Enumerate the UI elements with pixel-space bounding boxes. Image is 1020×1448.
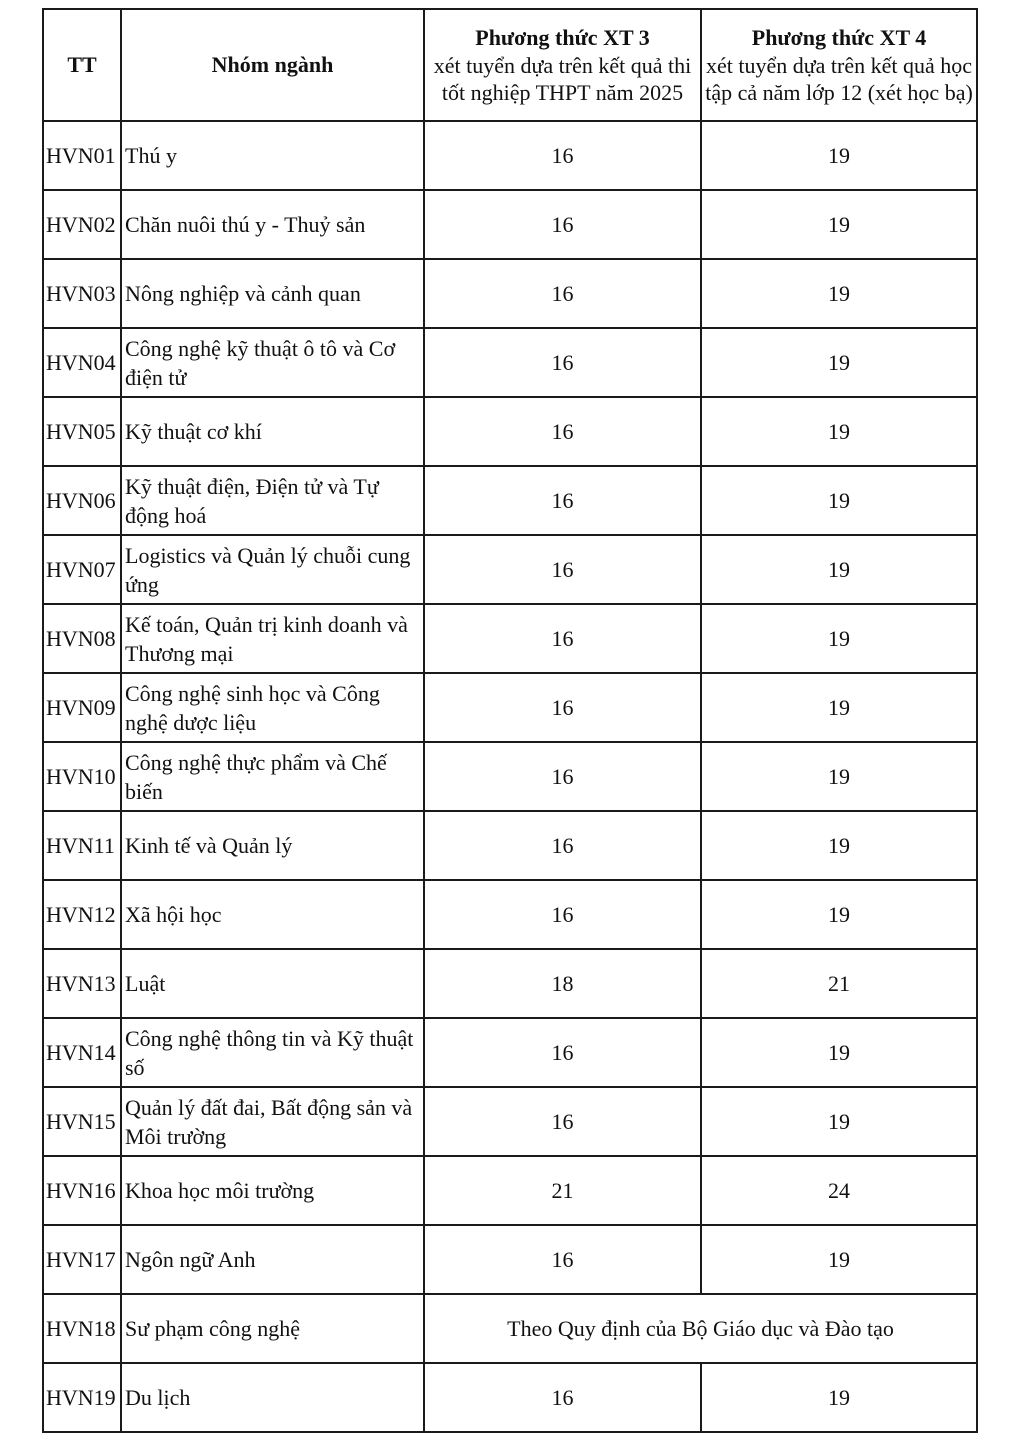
table-row xyxy=(43,397,977,466)
row-group-name: Quản lý đất đai, Bất động sản và Môi trường xyxy=(121,1087,424,1156)
row-code: HVN06 xyxy=(43,466,121,535)
row-group-name: Công nghệ thực phẩm và Chế biến xyxy=(121,742,424,811)
row-group-name: Kinh tế và Quản lý xyxy=(121,811,424,880)
row-score-xt3: 16 xyxy=(424,1087,701,1156)
row-code: HVN19 xyxy=(43,1363,121,1432)
row-score-xt3: 16 xyxy=(424,673,701,742)
row-score-xt4: 19 xyxy=(701,466,977,535)
header-group: Nhóm ngành xyxy=(121,9,424,121)
row-score-xt3: 16 xyxy=(424,328,701,397)
header-method-4 xyxy=(701,9,977,121)
row-group-name: Sư phạm công nghệ xyxy=(121,1294,424,1363)
row-group-name: Chăn nuôi thú y - Thuỷ sản xyxy=(121,190,424,259)
row-group-name: Công nghệ thông tin và Kỹ thuật số xyxy=(121,1018,424,1087)
row-score-xt3: 16 xyxy=(424,121,701,190)
row-group-name: Kỹ thuật cơ khí xyxy=(121,397,424,466)
row-code: HVN18 xyxy=(43,1294,121,1363)
table-row xyxy=(43,742,977,811)
table-row xyxy=(43,811,977,880)
method-3-title: Phương thức XT 3 xyxy=(475,25,650,50)
row-group-name: Công nghệ kỹ thuật ô tô và Cơ điện tử xyxy=(121,328,424,397)
row-group-name: Luật xyxy=(121,949,424,1018)
row-score-xt4: 19 xyxy=(701,1225,977,1294)
table-body xyxy=(43,121,977,1432)
table-row xyxy=(43,949,977,1018)
row-code: HVN02 xyxy=(43,190,121,259)
row-score-xt3: 16 xyxy=(424,1363,701,1432)
row-code: HVN03 xyxy=(43,259,121,328)
table-row xyxy=(43,1294,977,1363)
table-row xyxy=(43,328,977,397)
row-code: HVN13 xyxy=(43,949,121,1018)
row-merged-note: Theo Quy định của Bộ Giáo dục và Đào tạo xyxy=(424,1294,977,1363)
row-score-xt4: 19 xyxy=(701,1018,977,1087)
row-group-name: Logistics và Quản lý chuỗi cung ứng xyxy=(121,535,424,604)
row-group-name: Ngôn ngữ Anh xyxy=(121,1225,424,1294)
row-score-xt4: 19 xyxy=(701,604,977,673)
row-score-xt4: 21 xyxy=(701,949,977,1018)
row-score-xt4: 19 xyxy=(701,1363,977,1432)
table-row xyxy=(43,121,977,190)
method-4-title: Phương thức XT 4 xyxy=(751,25,927,50)
row-group-name: Thú y xyxy=(121,121,424,190)
row-code: HVN17 xyxy=(43,1225,121,1294)
row-code: HVN14 xyxy=(43,1018,121,1087)
table-header xyxy=(43,9,977,121)
admission-score-table xyxy=(42,8,978,1433)
row-code: HVN12 xyxy=(43,880,121,949)
table-row xyxy=(43,1087,977,1156)
row-score-xt4: 19 xyxy=(701,328,977,397)
row-code: HVN15 xyxy=(43,1087,121,1156)
row-score-xt4: 19 xyxy=(701,121,977,190)
row-code: HVN05 xyxy=(43,397,121,466)
row-score-xt3: 21 xyxy=(424,1156,701,1225)
row-score-xt4: 19 xyxy=(701,1087,977,1156)
row-score-xt3: 16 xyxy=(424,190,701,259)
table-row xyxy=(43,466,977,535)
row-score-xt3: 16 xyxy=(424,1018,701,1087)
row-score-xt3: 16 xyxy=(424,604,701,673)
table-row xyxy=(43,259,977,328)
row-group-name: Kỹ thuật điện, Điện tử và Tự động hoá xyxy=(121,466,424,535)
row-group-name: Xã hội học xyxy=(121,880,424,949)
table-row xyxy=(43,1156,977,1225)
row-score-xt3: 16 xyxy=(424,811,701,880)
table-row xyxy=(43,880,977,949)
row-score-xt4: 19 xyxy=(701,397,977,466)
table-row xyxy=(43,1018,977,1087)
row-score-xt4: 19 xyxy=(701,535,977,604)
row-score-xt3: 16 xyxy=(424,880,701,949)
table-row xyxy=(43,535,977,604)
row-code: HVN09 xyxy=(43,673,121,742)
row-code: HVN11 xyxy=(43,811,121,880)
row-score-xt4: 19 xyxy=(701,880,977,949)
row-code: HVN04 xyxy=(43,328,121,397)
row-score-xt3: 16 xyxy=(424,466,701,535)
row-score-xt4: 24 xyxy=(701,1156,977,1225)
row-score-xt3: 16 xyxy=(424,742,701,811)
method-4-desc: xét tuyển dựa trên kết quả học tập cả năm lớp 12 (xét học bạ) xyxy=(705,53,973,105)
row-score-xt3: 16 xyxy=(424,397,701,466)
row-code: HVN01 xyxy=(43,121,121,190)
row-score-xt3: 16 xyxy=(424,1225,701,1294)
table-row xyxy=(43,1363,977,1432)
row-score-xt3: 16 xyxy=(424,259,701,328)
row-code: HVN16 xyxy=(43,1156,121,1225)
row-score-xt4: 19 xyxy=(701,259,977,328)
row-group-name: Nông nghiệp và cảnh quan xyxy=(121,259,424,328)
header-row xyxy=(43,9,977,121)
row-code: HVN07 xyxy=(43,535,121,604)
row-group-name: Du lịch xyxy=(121,1363,424,1432)
row-score-xt3: 18 xyxy=(424,949,701,1018)
row-group-name: Kế toán, Quản trị kinh doanh và Thương mại xyxy=(121,604,424,673)
method-3-desc: xét tuyển dựa trên kết quả thi tốt nghiệp THPT năm 2025 xyxy=(433,53,692,105)
row-score-xt4: 19 xyxy=(701,811,977,880)
header-tt: TT xyxy=(43,9,121,121)
table-row xyxy=(43,673,977,742)
header-method-3 xyxy=(424,9,701,121)
row-score-xt4: 19 xyxy=(701,742,977,811)
row-group-name: Công nghệ sinh học và Công nghệ dược liệu xyxy=(121,673,424,742)
table-row xyxy=(43,604,977,673)
row-code: HVN08 xyxy=(43,604,121,673)
table-row xyxy=(43,1225,977,1294)
row-score-xt3: 16 xyxy=(424,535,701,604)
row-score-xt4: 19 xyxy=(701,673,977,742)
table-row xyxy=(43,190,977,259)
row-score-xt4: 19 xyxy=(701,190,977,259)
row-group-name: Khoa học môi trường xyxy=(121,1156,424,1225)
row-code: HVN10 xyxy=(43,742,121,811)
